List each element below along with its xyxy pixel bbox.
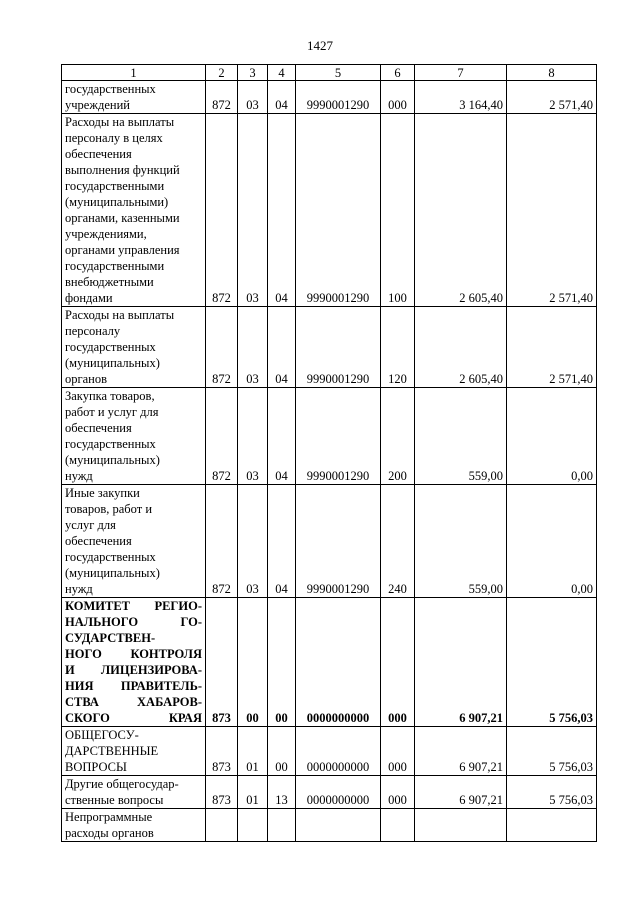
subsection-code-cell: 04 xyxy=(268,485,296,598)
column-header: 8 xyxy=(507,65,597,81)
subsection-code-cell: 00 xyxy=(268,727,296,776)
item-name-line: Расходы на выплаты xyxy=(65,308,175,322)
page-number: 1427 xyxy=(307,38,333,53)
section-code-cell: 03 xyxy=(238,485,268,598)
amount-col7-cell: 2 605,40 xyxy=(415,307,507,388)
item-name-line: внебюджетными xyxy=(65,275,154,289)
column-header: 1 xyxy=(62,65,206,81)
item-name-line: услуг для xyxy=(65,518,116,532)
subsection-code-cell: 04 xyxy=(268,114,296,307)
amount-col8-cell: 5 756,03 xyxy=(507,598,597,727)
ministry-code-cell: 873 xyxy=(206,598,238,727)
target-article-cell: 0000000000 xyxy=(296,598,381,727)
ministry-code-cell: 872 xyxy=(206,114,238,307)
item-name-line: НИЯ ПРАВИТЕЛЬ- xyxy=(65,679,202,693)
expense-type-cell: 200 xyxy=(381,388,415,485)
section-code-cell: 03 xyxy=(238,81,268,114)
amount-col7-cell: 559,00 xyxy=(415,388,507,485)
item-name-line: Расходы на выплаты xyxy=(65,115,175,129)
item-name-line: (муниципальных) xyxy=(65,356,160,370)
item-name-line: государственных xyxy=(65,550,156,564)
expense-type-cell: 120 xyxy=(381,307,415,388)
subsection-code-cell: 04 xyxy=(268,307,296,388)
target-article-cell: 0000000000 xyxy=(296,727,381,776)
column-header: 7 xyxy=(415,65,507,81)
item-name-line: Непрограммные xyxy=(65,810,153,824)
item-name-line: И ЛИЦЕНЗИРОВА- xyxy=(65,663,202,677)
item-name-line: (муниципальных) xyxy=(65,453,160,467)
item-name-line: государственными xyxy=(65,259,165,273)
amount-col7-cell: 6 907,21 xyxy=(415,598,507,727)
table-row xyxy=(62,776,597,809)
ministry-code-cell: 872 xyxy=(206,485,238,598)
item-name-line: обеспечения xyxy=(65,421,132,435)
amount-col8-cell: 2 571,40 xyxy=(507,81,597,114)
amount-col7-cell: 2 605,40 xyxy=(415,114,507,307)
item-name-cell xyxy=(62,598,206,727)
table-row xyxy=(62,81,597,114)
ministry-code-cell: 872 xyxy=(206,81,238,114)
amount-col7-cell xyxy=(415,809,507,842)
item-name-line: фондами xyxy=(65,291,113,305)
amount-col8-cell: 2 571,40 xyxy=(507,114,597,307)
item-name-line: (муниципальными) xyxy=(65,195,169,209)
item-name-line: учреждений xyxy=(65,98,130,112)
amount-col7-cell: 6 907,21 xyxy=(415,727,507,776)
table-row xyxy=(62,809,597,842)
amount-col8-cell: 5 756,03 xyxy=(507,727,597,776)
ministry-code-cell: 872 xyxy=(206,388,238,485)
item-name-cell xyxy=(62,776,206,809)
item-name-line: работ и услуг для xyxy=(65,405,159,419)
ministry-code-cell: 872 xyxy=(206,307,238,388)
item-name-line: государственными xyxy=(65,179,165,193)
target-article-cell: 9990001290 xyxy=(296,307,381,388)
table-row xyxy=(62,307,597,388)
item-name-cell xyxy=(62,81,206,114)
item-name-line: персоналу xyxy=(65,324,121,338)
section-code-cell xyxy=(238,809,268,842)
subsection-code-cell: 00 xyxy=(268,598,296,727)
item-name-cell xyxy=(62,388,206,485)
expense-type-cell: 000 xyxy=(381,727,415,776)
amount-col8-cell: 0,00 xyxy=(507,388,597,485)
column-header: 5 xyxy=(296,65,381,81)
column-header: 6 xyxy=(381,65,415,81)
item-name-line: СТВА ХАБАРОВ- xyxy=(65,695,202,709)
item-name-line: органами, казенными xyxy=(65,211,180,225)
item-name-cell xyxy=(62,307,206,388)
expense-type-cell: 000 xyxy=(381,776,415,809)
table-row xyxy=(62,114,597,307)
item-name-line: расходы органов xyxy=(65,826,154,840)
target-article-cell xyxy=(296,809,381,842)
expense-type-cell: 100 xyxy=(381,114,415,307)
item-name-line: ДАРСТВЕННЫЕ xyxy=(65,744,159,758)
column-header: 2 xyxy=(206,65,238,81)
item-name-cell xyxy=(62,114,206,307)
item-name-line: выполнения функций xyxy=(65,163,180,177)
expense-type-cell: 000 xyxy=(381,598,415,727)
item-name-line: обеспечения xyxy=(65,147,132,161)
item-name-line: ОБЩЕГОСУ- xyxy=(65,728,139,742)
ministry-code-cell xyxy=(206,809,238,842)
item-name-cell xyxy=(62,809,206,842)
item-name-line: государственных xyxy=(65,340,156,354)
item-name-line: ВОПРОСЫ xyxy=(65,760,127,774)
section-code-cell: 03 xyxy=(238,307,268,388)
amount-col7-cell: 3 164,40 xyxy=(415,81,507,114)
table-row xyxy=(62,598,597,727)
item-name-line: СУДАРСТВЕН- xyxy=(65,631,156,645)
budget-table xyxy=(61,64,597,842)
section-code-cell: 03 xyxy=(238,388,268,485)
table-row xyxy=(62,388,597,485)
column-header: 4 xyxy=(268,65,296,81)
target-article-cell: 9990001290 xyxy=(296,485,381,598)
section-code-cell: 01 xyxy=(238,776,268,809)
item-name-line: НАЛЬНОГО ГО- xyxy=(65,615,202,629)
item-name-line: Закупка товаров, xyxy=(65,389,155,403)
amount-col8-cell: 2 571,40 xyxy=(507,307,597,388)
subsection-code-cell: 04 xyxy=(268,388,296,485)
amount-col8-cell: 5 756,03 xyxy=(507,776,597,809)
section-code-cell: 03 xyxy=(238,114,268,307)
item-name-line: персоналу в целях xyxy=(65,131,163,145)
item-name-line: СКОГО КРАЯ xyxy=(65,711,202,725)
item-name-line: НОГО КОНТРОЛЯ xyxy=(65,647,202,661)
subsection-code-cell: 13 xyxy=(268,776,296,809)
item-name-line: органами управления xyxy=(65,243,180,257)
target-article-cell: 9990001290 xyxy=(296,81,381,114)
expense-type-cell xyxy=(381,809,415,842)
item-name-cell xyxy=(62,727,206,776)
expense-type-cell: 240 xyxy=(381,485,415,598)
item-name-line: Другие общегосудар- xyxy=(65,777,179,791)
expense-type-cell: 000 xyxy=(381,81,415,114)
item-name-line: учреждениями, xyxy=(65,227,147,241)
target-article-cell: 0000000000 xyxy=(296,776,381,809)
item-name-line: Иные закупки xyxy=(65,486,140,500)
item-name-line: (муниципальных) xyxy=(65,566,160,580)
ministry-code-cell: 873 xyxy=(206,727,238,776)
item-name-line: нужд xyxy=(65,469,93,483)
item-name-line: нужд xyxy=(65,582,93,596)
column-header: 3 xyxy=(238,65,268,81)
item-name-line: государственных xyxy=(65,437,156,451)
subsection-code-cell xyxy=(268,809,296,842)
section-code-cell: 00 xyxy=(238,598,268,727)
amount-col8-cell: 0,00 xyxy=(507,485,597,598)
section-code-cell: 01 xyxy=(238,727,268,776)
item-name-line: ственные вопросы xyxy=(65,793,164,807)
item-name-line: органов xyxy=(65,372,108,386)
target-article-cell: 9990001290 xyxy=(296,114,381,307)
amount-col7-cell: 559,00 xyxy=(415,485,507,598)
amount-col8-cell xyxy=(507,809,597,842)
table-row xyxy=(62,727,597,776)
target-article-cell: 9990001290 xyxy=(296,388,381,485)
table-row xyxy=(62,485,597,598)
ministry-code-cell: 873 xyxy=(206,776,238,809)
subsection-code-cell: 04 xyxy=(268,81,296,114)
item-name-line: товаров, работ и xyxy=(65,502,153,516)
item-name-line: КОМИТЕТ РЕГИО- xyxy=(65,599,202,613)
item-name-cell xyxy=(62,485,206,598)
amount-col7-cell: 6 907,21 xyxy=(415,776,507,809)
item-name-line: обеспечения xyxy=(65,534,132,548)
table-header-row xyxy=(62,65,597,81)
item-name-line: государственных xyxy=(65,82,156,96)
